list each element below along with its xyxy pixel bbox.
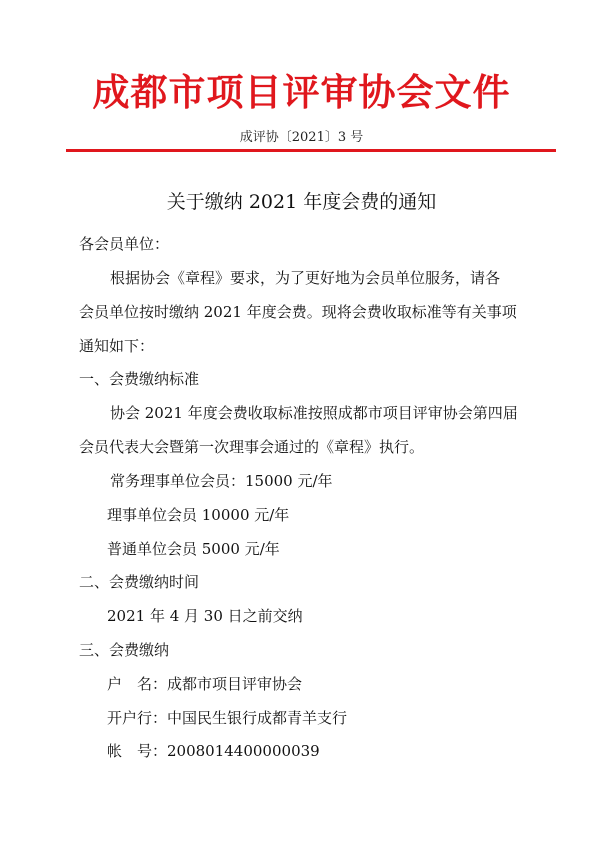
intro-line: 通知如下：	[79, 337, 155, 355]
header-divider	[66, 149, 556, 152]
section3-heading: 三、会费缴纳	[79, 641, 170, 659]
payment-deadline: 2021 年 4 月 30 日之前交纳	[107, 607, 303, 625]
salutation: 各会员单位：	[79, 235, 170, 253]
section2-heading: 二、会费缴纳时间	[79, 573, 200, 591]
rate-executive-director: 常务理事单位会员：15000 元/年	[110, 472, 333, 490]
account-number: 帐 号：2008014400000039	[107, 742, 320, 760]
section1-body-line: 协会 2021 年度会费收取标准按照成都市项目评审协会第四届	[110, 404, 518, 422]
section1-heading: 一、会费缴纳标准	[79, 370, 200, 388]
org-header-title: 成都市项目评审协会文件	[92, 70, 511, 114]
document-number: 成评协〔2021〕3 号	[239, 130, 364, 145]
notice-title: 关于缴纳 2021 年度会费的通知	[166, 191, 437, 213]
account-name: 户 名：成都市项目评审协会	[107, 675, 303, 693]
bank-branch: 开户行：中国民生银行成都青羊支行	[107, 709, 348, 727]
rate-director: 理事单位会员 10000 元/年	[107, 506, 290, 524]
rate-ordinary: 普通单位会员 5000 元/年	[107, 540, 280, 558]
section1-body-line: 会员代表大会暨第一次理事会通过的《章程》执行。	[79, 438, 425, 456]
intro-line: 会员单位按时缴纳 2021 年度会费。现将会费收取标准等有关事项	[79, 303, 517, 321]
intro-line: 根据协会《章程》要求，为了更好地为会员单位服务，请各	[110, 269, 501, 287]
